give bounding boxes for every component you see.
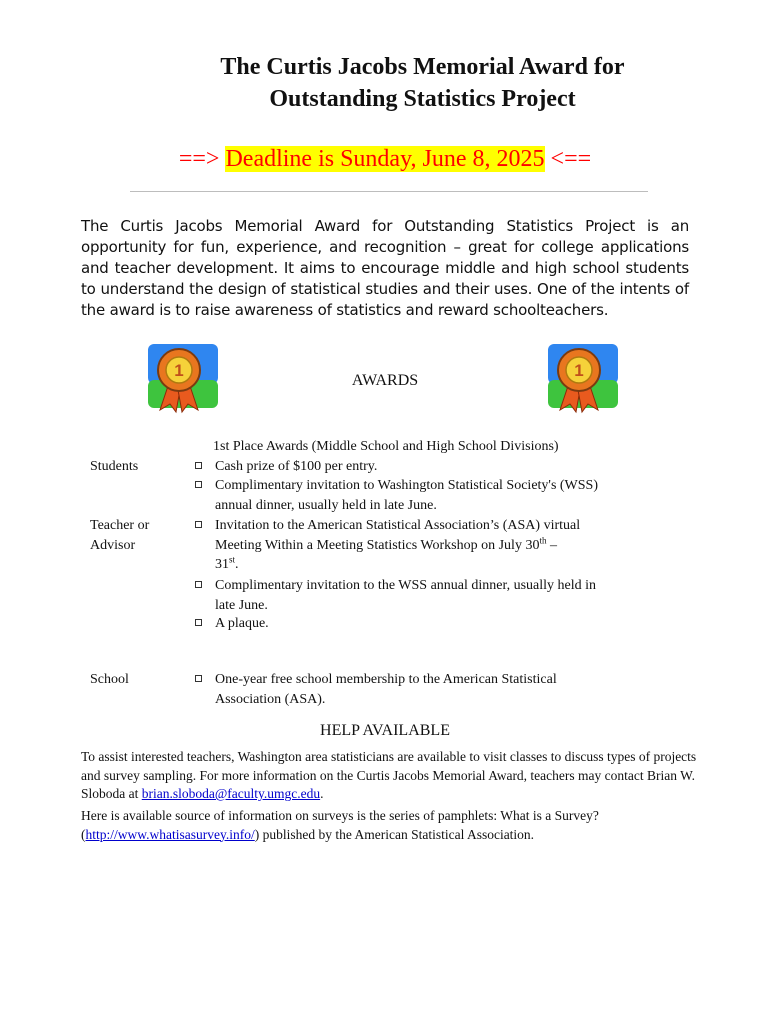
students-label: Students (90, 459, 139, 474)
deadline-prefix: ==> (178, 146, 226, 172)
deadline-text: Deadline is Sunday, June 8, 2025 (225, 146, 545, 172)
bullet-icon (195, 619, 202, 626)
medal-number-right: 1 (574, 361, 584, 380)
award-item-asa-workshop: Invitation to the American Statistical Association’s (ASA) virtual Meeting Within a Meeting Statistics Workshop on July 30th – 31st. (195, 516, 635, 575)
help-paragraph-2: Here is available source of information on surveys is the series of pamphlets: What is a Survey? (http://www.whatisasurvey.info/) published by the American Statistical Association. (81, 808, 599, 842)
award-item-plaque: A plaque. (195, 614, 635, 634)
intro-paragraph: The Curtis Jacobs Memorial Award for Outstanding Statistics Project is an opportunity for fun, experience, and recognition – great for college applications and teacher development. It aims to encourage middle and high school students to understand the design of statistical studies and their uses. One of the intents of the award is to raise awareness of statistics and reward schoolteachers. (81, 217, 689, 319)
teacher-label-line-1: Teacher or (90, 518, 150, 533)
deadline-banner (0, 143, 770, 175)
title-line-1: The Curtis Jacobs Memorial Award for (220, 54, 625, 80)
bullet-icon (195, 675, 202, 682)
bullet-icon (195, 521, 202, 528)
survey-link[interactable]: http://www.whatisasurvey.info/ (85, 826, 255, 842)
email-link[interactable]: brian.sloboda@faculty.umgc.edu (141, 786, 321, 801)
bullet-icon (195, 462, 202, 469)
help-heading: HELP AVAILABLE (320, 722, 450, 739)
school-label: School (90, 672, 129, 687)
deadline-suffix: <== (544, 146, 592, 172)
divider (130, 191, 648, 192)
award-item-wss-dinner: Complimentary invitation to the WSS annual dinner, usually held in late June. (195, 576, 635, 615)
medal-number: 1 (174, 361, 184, 380)
award-item-cash: Cash prize of $100 per entry. (195, 457, 635, 477)
help-paragraph-1: To assist interested teachers, Washington area statisticians are available to visit classes to discuss types of projects and survey sampling. For more information on the Curtis Jacobs Memorial Award, teachers may contact Brian W. Sloboda at brian.sloboda@faculty.umgc.edu. (81, 749, 697, 801)
award-item-school: One-year free school membership to the American Statistical Association (ASA). (195, 670, 635, 709)
award-item-wss: Complimentary invitation to Washington Statistical Society's (WSS) annual dinner, usually held in late June. (195, 476, 635, 515)
title-line-2: Outstanding Statistics Project (269, 86, 576, 112)
awards-heading: AWARDS (351, 372, 419, 389)
bullet-icon (195, 581, 202, 588)
first-place-heading: 1st Place Awards (Middle School and High School Divisions) (213, 439, 559, 454)
bullet-icon (195, 481, 202, 488)
teacher-label-line-2: Advisor (90, 538, 136, 553)
